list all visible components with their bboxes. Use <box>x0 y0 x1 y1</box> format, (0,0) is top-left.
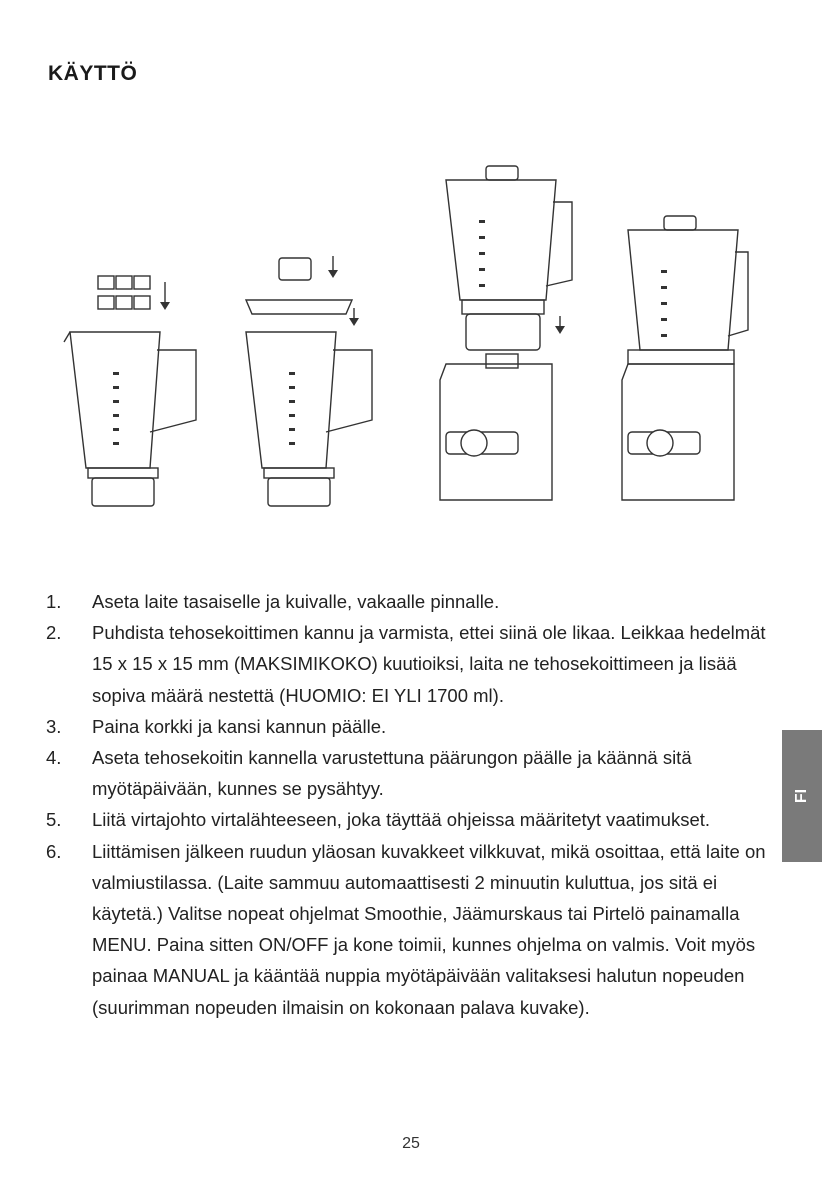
step-text: Aseta tehosekoitin kannella varustettuna päärungon päälle ja käännä sitä myötäpäivään, kunnes se pysähtyy. <box>92 747 692 800</box>
blender-assembly-illustration <box>0 150 822 530</box>
cap <box>279 258 311 280</box>
step-4 <box>46 742 786 804</box>
figure-place-on-base <box>440 166 572 500</box>
step-1 <box>46 586 786 617</box>
down-arrow-icon <box>349 308 359 326</box>
step-3 <box>46 711 786 742</box>
blender-jug <box>246 332 372 506</box>
figure-assembled-blender <box>622 216 748 500</box>
lid <box>246 300 352 314</box>
step-2 <box>46 617 786 711</box>
step-number: 6. <box>46 840 62 862</box>
step-6 <box>46 836 786 1023</box>
figure-attach-lid <box>246 256 372 506</box>
down-arrow-icon <box>160 282 170 310</box>
figure-add-ingredients <box>64 276 196 506</box>
blender-jug <box>446 166 572 350</box>
fruit-cubes-icon <box>98 276 150 309</box>
blender-jug <box>628 216 748 350</box>
step-number: 1. <box>46 591 62 612</box>
step-number: 2. <box>46 622 62 644</box>
step-text: Puhdista tehosekoittimen kannu ja varmista, ettei siinä ole likaa. Leikkaa hedelmät 15 x 15 x 15 mm (MAKSIMIKOKO) kuutioiksi, laita ne tehosekoittimeen ja lisää sopiva määrä nestettä (HUOMIO: EI YLI 1700 ml). <box>92 622 766 706</box>
step-text: Liittämisen jälkeen ruudun yläosan kuvakkeet vilkkuvat, mikä osoittaa, että laite on valmiustilassa. (Laite sammuu automaattisesti 2 minuutin kuluttua, jos sitä ei käytetä.) Valitse nopeat ohjelmat Smoothie, Jäämurskaus tai Pirtelö painamalla MENU. Paina sitten ON/OFF ja kone toimii, kunnes ohjelma on valmis. Voit myös painaa MANUAL ja kääntää nuppia myötäpäivään valitaksesi halutun nopeuden (suurimman nopeuden ilmaisin on kokonaan palava kuvake). <box>92 840 766 1018</box>
blender-base <box>440 354 552 500</box>
instruction-steps <box>46 586 786 1023</box>
down-arrow-icon <box>328 256 338 278</box>
language-tab-label: FI <box>793 788 810 804</box>
step-number: 5. <box>46 809 62 831</box>
step-number: 4. <box>46 747 62 769</box>
language-tab <box>782 730 822 862</box>
step-text: Aseta laite tasaiselle ja kuivalle, vakaalle pinnalle. <box>92 591 500 612</box>
blender-base <box>622 350 734 500</box>
step-text: Liitä virtajohto virtalähteeseen, joka täyttää ohjeissa määritetyt vaatimukset. <box>92 809 711 831</box>
step-text: Paina korkki ja kansi kannun päälle. <box>92 715 387 737</box>
blender-jug <box>64 332 196 506</box>
step-5 <box>46 804 786 835</box>
step-number: 3. <box>46 715 62 737</box>
section-title: KÄYTTÖ <box>48 62 138 85</box>
down-arrow-icon <box>555 316 565 334</box>
page-number: 25 <box>402 1135 420 1152</box>
